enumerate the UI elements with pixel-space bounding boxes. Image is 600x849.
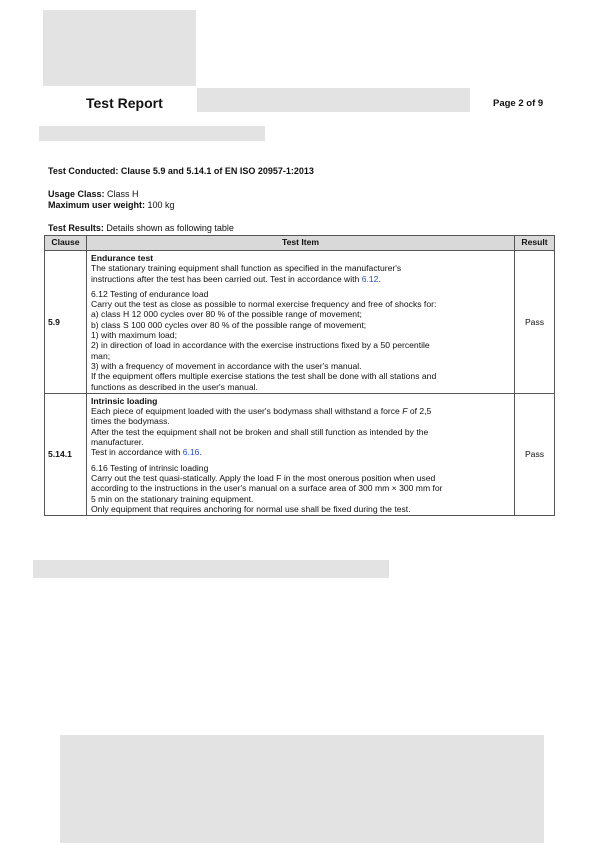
test-conducted-line: Test Conducted: Clause 5.9 and 5.14.1 of EN ISO 20957-1:2013 [48,166,314,176]
item-text: 5 min on the stationary training equipment. [91,493,254,504]
redacted-logo-block [43,10,196,86]
item-text: After the test the equipment shall not be broken and shall still function as intended by the [91,426,429,437]
clause-link[interactable]: 6.16 [182,447,200,458]
redacted-footer-line [33,560,389,578]
item-text: Carry out the test quasi-statically. Apply the load F in the most onerous position when used [91,472,436,483]
item-text: If the equipment offers multiple exercise stations the test shall be done with all stations and [91,371,437,382]
clause-link[interactable]: 6.12 [361,273,379,284]
report-title: Test Report [86,95,163,111]
item-text: instructions after the test has been carried out. Test in accordance with 6.12. [91,273,381,284]
results-table [44,235,555,516]
item-text: 1) with maximum load; [91,330,177,341]
test-item-cell [87,393,515,515]
usage-class-label: Usage Class: [48,189,105,199]
usage-class-value: Class H [104,189,139,199]
result-cell: Pass [515,251,555,394]
max-weight-label: Maximum user weight: [48,200,146,210]
item-text: times the bodymass. [91,416,170,427]
item-text: 6.16 Testing of intrinsic loading [91,462,209,473]
item-text: 3) with a frequency of movement in accordance with the user's manual. [91,360,362,371]
item-text: manufacturer. [91,437,144,448]
item-text: 2) in direction of load in accordance with the exercise instructions fixed by a 50 percentile [91,340,430,351]
item-text: Each piece of equipment loaded with the user's bodymass shall withstand a force F of 2,5 [91,406,432,417]
test-results-line [48,223,234,234]
result-cell: Pass [515,393,555,515]
item-text: a) class H 12 000 cycles over 80 % of the possible range of movement; [91,309,362,320]
item-text: according to the instructions in the user's manual on a surface area of 300 mm × 300 mm for [91,483,443,494]
test-item-cell [87,251,515,394]
header-clause: Clause [45,236,87,251]
item-text: 6.12 Testing of endurance load [91,288,209,299]
table-row [45,251,555,394]
table-header-row [45,236,555,251]
item-heading: Endurance test [91,253,154,263]
item-text: Only equipment that requires anchoring for normal use shall be fixed during the test. [91,503,411,514]
clause-cell: 5.14.1 [45,393,87,515]
table-row [45,393,555,515]
header-test-item: Test Item [87,236,515,251]
item-text: The stationary training equipment shall function as specified in the manufacturer's [91,263,402,274]
force-symbol: F [402,406,408,417]
item-heading: Intrinsic loading [91,395,158,406]
item-text: Carry out the test as close as possible to normal exercise frequency and free of shocks for: [91,299,437,310]
page-number: Page 2 of 9 [493,98,544,109]
max-weight-line [48,200,175,211]
redacted-subheader-block [39,126,265,141]
item-text: man; [91,350,111,361]
redacted-header-block [197,88,470,112]
item-text: b) class S 100 000 cycles over 80 % of the possible range of movement; [91,319,367,330]
clause-cell: 5.9 [45,251,87,394]
test-results-value: Details shown as following table [103,223,234,233]
item-text: functions as described in the user's manual. [91,381,258,392]
header-result: Result [515,236,555,251]
test-results-label: Test Results: [48,223,104,233]
usage-class-line [48,189,139,200]
max-weight-value: 100 kg [145,200,175,210]
item-text: Test in accordance with 6.16. [91,447,202,458]
redacted-bottom-block [60,735,544,843]
